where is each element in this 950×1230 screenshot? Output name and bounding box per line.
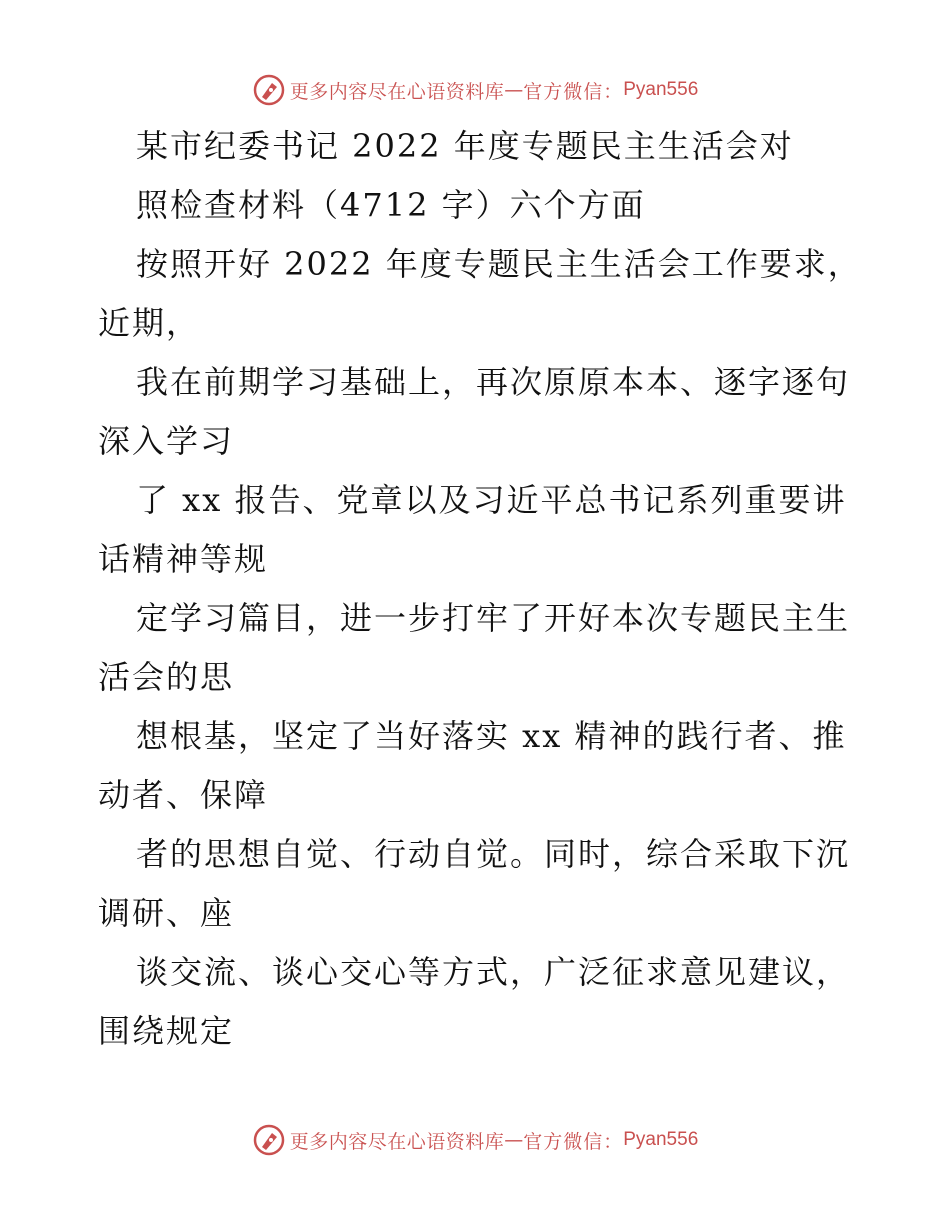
doc-line-7: 了 xx 报告、党章以及习近平总书记系列重要讲 — [136, 481, 847, 519]
header-watermark — [0, 70, 950, 110]
doc-line-15: 谈交流、谈心交心等方式，广泛征求意见建议， — [136, 953, 851, 991]
doc-line-16: 围绕规定 — [98, 1012, 235, 1050]
doc-line-1: 某市纪委书记 2022 年度专题民主生活会对 — [136, 127, 794, 165]
doc-line-3: 按照开好 2022 年度专题民主生活会工作要求， — [136, 245, 862, 283]
doc-line-12: 动者、保障 — [98, 776, 269, 814]
doc-line-13: 者的思想自觉、行动自觉。同时，综合采取下沉 — [136, 835, 851, 873]
doc-line-5: 我在前期学习基础上，再次原原本本、逐字逐句 — [136, 363, 851, 401]
watermark-dash: — — [504, 1129, 524, 1151]
doc-line-9: 定学习篇目，进一步打牢了开好本次专题民主生 — [136, 599, 851, 637]
doc-line-14: 调研、座 — [98, 894, 235, 932]
watermark-site-text: 更多内容尽在心语资料库 — [289, 1130, 505, 1153]
doc-line-6: 深入学习 — [98, 422, 235, 460]
doc-line-11: 想根基，坚定了当好落实 xx 精神的践行者、推 — [136, 717, 847, 755]
watermark-wechat-id: Pyan556 — [623, 1129, 699, 1150]
doc-line-10: 活会的思 — [98, 658, 235, 696]
doc-line-2: 照检查材料（4712 字）六个方面 — [136, 186, 646, 224]
pen-nib-circle-icon — [252, 73, 286, 107]
watermark-wechat-id: Pyan556 — [623, 79, 699, 100]
doc-line-4: 近期， — [98, 304, 201, 342]
pen-nib-circle-icon — [252, 1123, 286, 1157]
watermark-label: 官方微信： — [523, 80, 624, 103]
watermark-dash: — — [504, 79, 524, 101]
footer-watermark — [0, 1120, 950, 1160]
document-body — [98, 117, 862, 1061]
doc-line-8: 话精神等规 — [98, 540, 269, 578]
watermark-site-text: 更多内容尽在心语资料库 — [289, 80, 505, 103]
watermark-label: 官方微信： — [523, 1130, 624, 1153]
